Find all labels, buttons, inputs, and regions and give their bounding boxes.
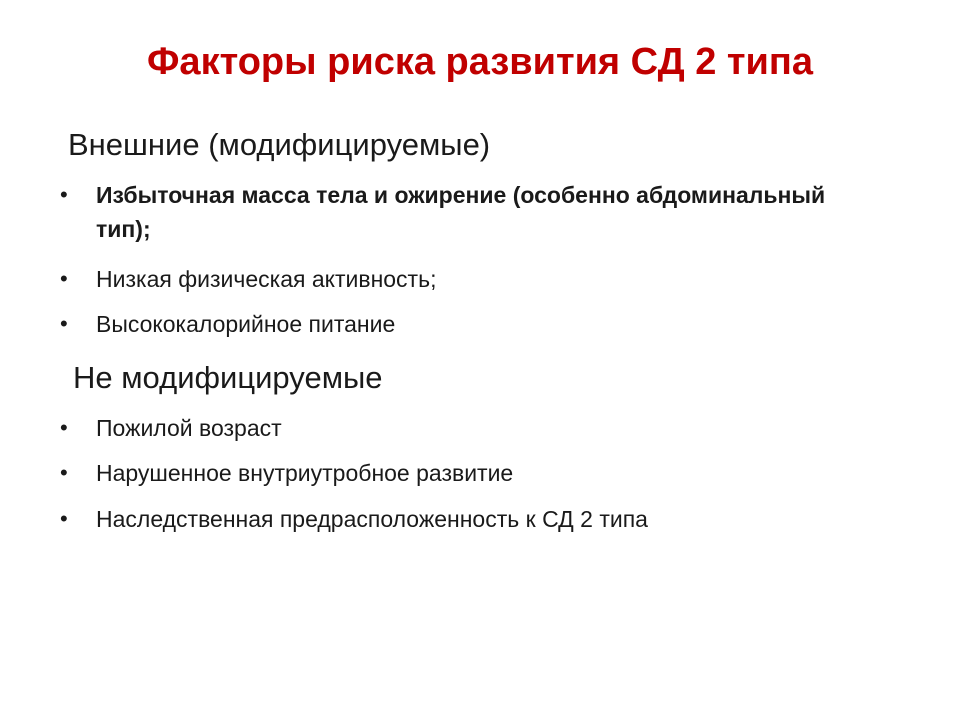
list-item — [60, 178, 850, 246]
list-item-text: Избыточная масса тела и ожирение (особенно абдоминальный тип); — [96, 182, 826, 242]
bullet-icon: • — [60, 182, 68, 207]
bullet-icon: • — [60, 311, 68, 336]
list-item — [60, 307, 850, 341]
list-item-text: Наследственная предрасположенность к СД 2 типа — [96, 506, 648, 532]
bullet-icon: • — [60, 415, 68, 440]
list-item-text: Низкая физическая активность; — [96, 266, 437, 292]
section-heading-modifiable: Внешние (модифицируемые) — [68, 127, 491, 162]
section-heading-non-modifiable: Не модифицируемые — [73, 360, 383, 395]
list-item — [60, 262, 850, 296]
bullet-icon: • — [60, 506, 68, 531]
list-item-text: Пожилой возраст — [96, 415, 282, 441]
list-item-text: Высококалорийное питание — [96, 311, 396, 337]
slide-title: Факторы риска развития СД 2 типа — [147, 41, 813, 83]
bullet-icon: • — [60, 460, 68, 485]
bullet-icon: • — [60, 266, 68, 291]
list-item-text: Нарушенное внутриутробное развитие — [96, 460, 514, 486]
list-item — [60, 502, 850, 536]
list-item — [60, 456, 850, 490]
list-item — [60, 411, 850, 445]
